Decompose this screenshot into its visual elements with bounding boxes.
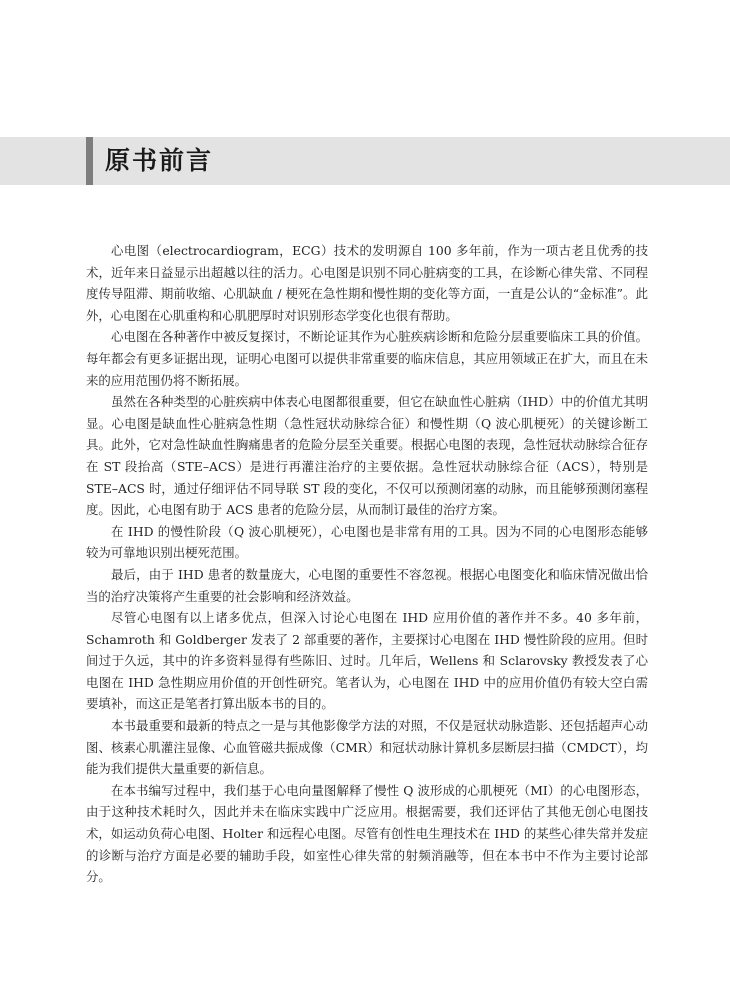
paragraph: 在 IHD 的慢性阶段（Q 波心肌梗死），心电图也是非常有用的工具。因为不同的心电图形态能够较为可靠地识别出梗死范围。	[86, 523, 648, 561]
paragraph: 最后，由于 IHD 患者的数量庞大，心电图的重要性不容忽视。根据心电图变化和临床情况做出恰当的治疗决策将产生重要的社会影响和经济效益。	[86, 566, 648, 604]
preface-body	[86, 240, 648, 888]
paragraph: 在本书编写过程中，我们基于心电向量图解释了慢性 Q 波形成的心肌梗死（MI）的心电图形态，由于这种技术耗时久，因此并未在临床实践中广泛应用。根据需要，我们还评估了其他无创心电图技术，如运动负荷心电图、Holter 和远程心电图。尽管有创性电生理技术在 IHD 的某些心律失常并发症的诊断与治疗方面是必要的辅助手段，如室性心律失常的射频消融等，但在本书中不作为主要讨论部分。	[86, 782, 648, 885]
paragraph: 本书最重要和最新的特点之一是与其他影像学方法的对照，不仅是冠状动脉造影、还包括超声心动图、核素心肌灌注显像、心血管磁共振成像（CMR）和冠状动脉计算机多层断层扫描（CMDCT），均能为我们提供大量重要的新信息。	[86, 718, 648, 777]
paragraph: 尽管心电图有以上诸多优点，但深入讨论心电图在 IHD 应用价值的著作并不多。40 多年前，Schamroth 和 Goldberger 发表了 2 部重要的著作，主要探讨心电图在 IHD 慢性阶段的应用。但时间过于久远，其中的许多资料显得有些陈旧、过时。几年后，Wellens 和 Sclarovsky 教授发表了心电图在 IHD 急性期应用价值的开创性研究。笔者认为，心电图在 IHD 中的应用价值仍有较大空白需要填补，而这正是笔者打算出版本书的目的。	[86, 610, 648, 712]
paragraph: 心电图（electrocardiogram，ECG）技术的发明源自 100 多年前，作为一项古老且优秀的技术，近年来日益显示出超越以往的活力。心电图是识别不同心脏病变的工具，在诊断心律失常、不同程度传导阻滞、期前收缩、心肌缺血 / 梗死在急性期和慢性期的变化等方面，一直是公认的“金标准”。此外，心电图在心肌重构和心肌肥厚时对识别形态学变化也很有帮助。	[86, 243, 648, 323]
page-title: 原书前言	[105, 146, 214, 175]
paragraph: 虽然在各种类型的心脏疾病中体表心电图都很重要，但它在缺血性心脏病（IHD）中的价值尤其明显。心电图是缺血性心脏病急性期（急性冠状动脉综合征）和慢性期（Q 波心肌梗死）的关键诊断工具。此外，它对急性缺血性胸痛患者的危险分层至关重要。根据心电图的表现，急性冠状动脉综合征存在 ST 段抬高（STE–ACS）是进行再灌注治疗的主要依据。急性冠状动脉综合征（ACS），特别是 STE–ACS 时，通过仔细评估不同导联 ST 段的变化，不仅可以预测闭塞的动脉，而且能够预测闭塞程度。因此，心电图有助于 ACS 患者的危险分层，从而制订最佳的治疗方案。	[86, 394, 648, 518]
paragraph: 心电图在各种著作中被反复探讨，不断论证其作为心脏疾病诊断和危险分层重要临床工具的价值。每年都会有更多证据出现，证明心电图可以提供非常重要的临床信息，其应用领域正在扩大，而且在未来的应用范围仍将不断拓展。	[86, 329, 648, 388]
title-band	[0, 137, 730, 185]
title-accent-bar	[86, 137, 93, 185]
